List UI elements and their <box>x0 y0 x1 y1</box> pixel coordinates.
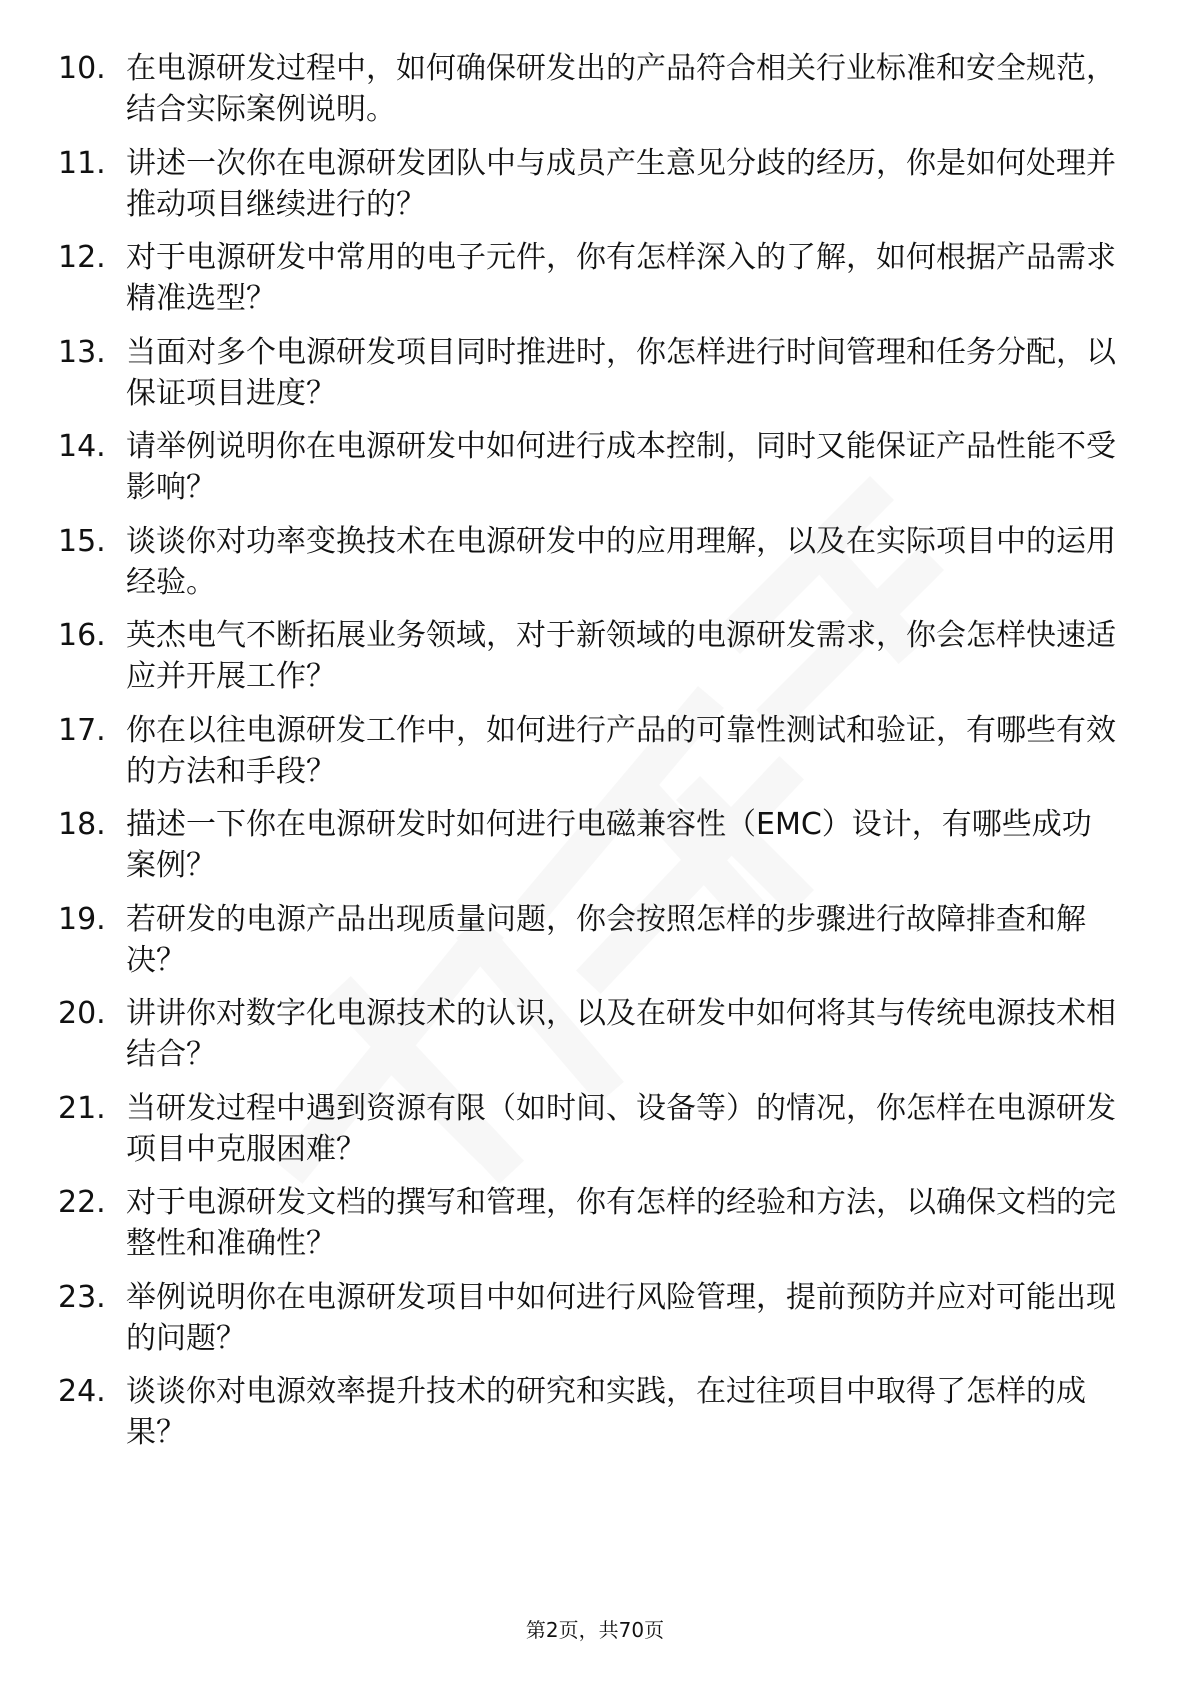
question-text: 讲讲你对数字化电源技术的认识，以及在研发中如何将其与传统电源技术相结合？ <box>126 996 1116 1072</box>
question-item <box>58 521 1118 616</box>
question-item <box>58 899 1118 994</box>
question-number: 10. <box>58 51 106 86</box>
question-item <box>58 426 1118 521</box>
question-item <box>58 615 1118 710</box>
question-item <box>58 143 1118 238</box>
question-text: 对于电源研发中常用的电子元件，你有怎样深入的了解，如何根据产品需求精准选型？ <box>126 240 1116 316</box>
question-number: 18. <box>58 807 106 842</box>
question-item <box>58 804 1118 899</box>
question-number: 13. <box>58 334 106 370</box>
question-number: 21. <box>58 1090 106 1126</box>
question-item <box>58 1088 1118 1183</box>
question-item <box>58 48 1118 143</box>
question-text: 在电源研发过程中，如何确保研发出的产品符合相关行业标准和安全规范，结合实际案例说明。 <box>126 51 1116 127</box>
question-text: 举例说明你在电源研发项目中如何进行风险管理，提前预防并应对可能出现的问题？ <box>126 1279 1116 1356</box>
question-text: 讲述一次你在电源研发团队中与成员产生意见分歧的经历，你是如何处理并推动项目继续进行的？ <box>126 145 1116 222</box>
question-text: 英杰电气不断拓展业务领域，对于新领域的电源研发需求，你会怎样快速适应并开展工作？ <box>126 618 1116 694</box>
question-number: 24. <box>58 1374 106 1409</box>
page-number-label: 第2页，共70页 <box>525 1618 665 1642</box>
question-text: 谈谈你对电源效率提升技术的研究和实践，在过往项目中取得了怎样的成果？ <box>126 1374 1086 1450</box>
question-item <box>58 237 1118 332</box>
question-text: 对于电源研发文档的撰写和管理，你有怎样的经验和方法，以确保文档的完整性和准确性？ <box>126 1185 1116 1261</box>
interview-question-list <box>58 48 1118 1466</box>
question-number: 20. <box>58 996 106 1031</box>
question-number: 15. <box>58 523 106 559</box>
question-text: 若研发的电源产品出现质量问题，你会按照怎样的步骤进行故障排查和解决？ <box>126 901 1086 978</box>
question-text: 当研发过程中遇到资源有限（如时间、设备等）的情况，你怎样在电源研发项目中克服困难？ <box>126 1090 1116 1167</box>
question-number: 19. <box>58 901 106 937</box>
question-number: 11. <box>58 145 106 181</box>
question-item <box>58 1371 1118 1466</box>
question-item <box>58 332 1118 427</box>
question-text: 当面对多个电源研发项目同时推进时，你怎样进行时间管理和任务分配，以保证项目进度？ <box>126 334 1116 411</box>
question-number: 22. <box>58 1185 106 1220</box>
question-item <box>58 1277 1118 1372</box>
question-text: 你在以往电源研发工作中，如何进行产品的可靠性测试和验证，有哪些有效的方法和手段？ <box>126 712 1116 789</box>
question-text: 请举例说明你在电源研发中如何进行成本控制，同时又能保证产品性能不受影响？ <box>126 429 1116 505</box>
question-text: 描述一下你在电源研发时如何进行电磁兼容性（EMC）设计，有哪些成功案例？ <box>126 807 1092 883</box>
question-item <box>58 993 1118 1088</box>
question-number: 23. <box>58 1279 106 1315</box>
question-item <box>58 710 1118 805</box>
question-number: 16. <box>58 618 106 653</box>
question-number: 14. <box>58 429 106 464</box>
question-number: 17. <box>58 712 106 748</box>
page-footer <box>0 1616 1190 1644</box>
question-text: 谈谈你对功率变换技术在电源研发中的应用理解，以及在实际项目中的运用经验。 <box>126 523 1116 600</box>
question-number: 12. <box>58 240 106 275</box>
question-item <box>58 1182 1118 1277</box>
